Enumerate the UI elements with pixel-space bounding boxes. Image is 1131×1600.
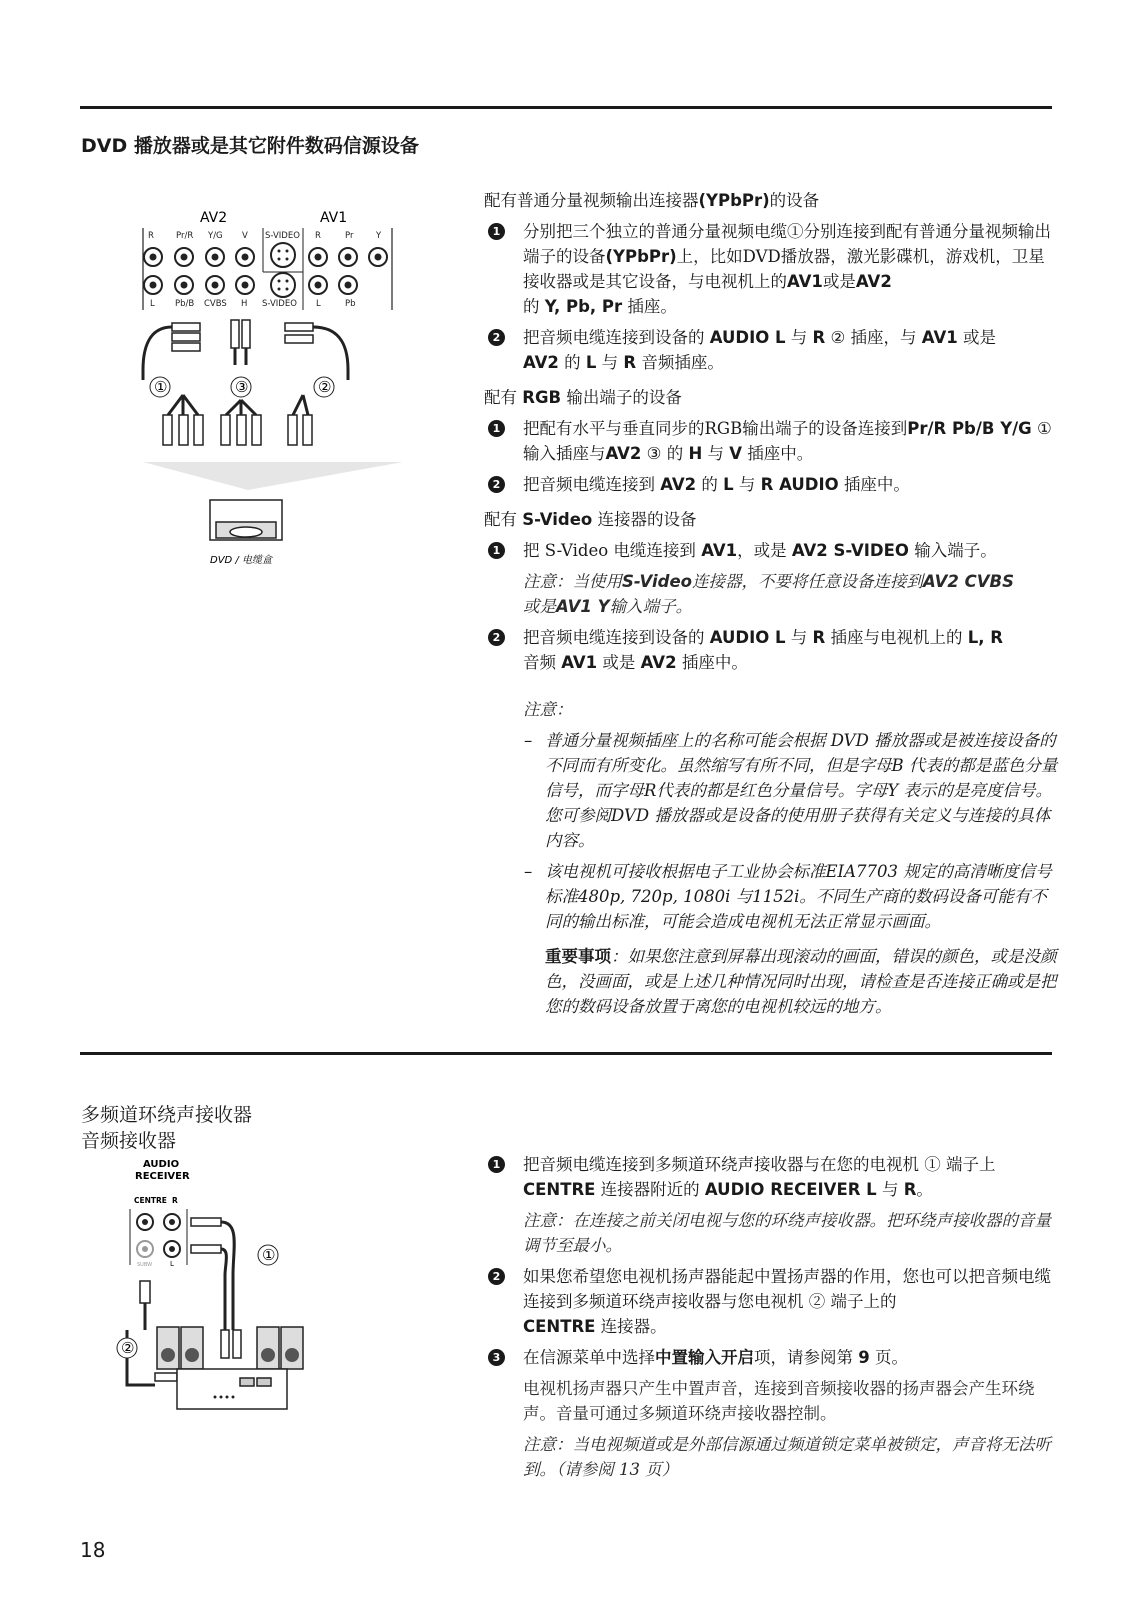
dvd-cable-box-label: DVD / 电缆盒 bbox=[210, 555, 272, 566]
subw-label: SUBW bbox=[137, 1262, 153, 1268]
svideo-step-1: 1 把 S-Video 电缆连接到 AV1，或是 AV2 S-VIDEO 输入端子。 bbox=[484, 538, 1058, 563]
receiver-instructions bbox=[484, 1152, 1058, 1488]
ypbpr-heading: 配有普通分量视频输出连接器(YPbPr)的设备 bbox=[484, 191, 820, 210]
step-number-badge: 2 bbox=[488, 1268, 505, 1285]
section-title-receiver: 多频道环绕声接收器 音频接收器 bbox=[81, 1104, 253, 1152]
audio-label: AUDIO bbox=[143, 1159, 180, 1170]
svideo-note: 注意：当使用S-Video连接器，不要将任意设备连接到AV2 CVBS 或是AV1 Y输入端子。 bbox=[523, 572, 1014, 616]
callout-1: ① bbox=[154, 378, 168, 396]
svideo-step-2: 2 把音频电缆连接到设备的 AUDIO L 与 R 插座与电视机上的 L, R 音频 AV1 或是 AV2 插座中。 bbox=[484, 625, 1058, 675]
receiver-step-1: 1 把音频电缆连接到多频道环绕声接收器与在您的电视机 ① 端子上 CENTRE 连接器附近的 AUDIO RECEIVER L 与 R。 bbox=[484, 1152, 1058, 1202]
section-title-dvd: DVD 播放器或是其它附件数码信源设备 bbox=[81, 135, 419, 157]
ypbpr-step-1: 1 分别把三个独立的普通分量视频电缆①分别连接到配有普通分量视频输出端子的设备(YPbPr)上，比如DVD播放器，激光影碟机，游戏机，卫星接收器或是其它设备，与电视机上的AV1或是AV2 的 Y, Pb, Pr 插座。 bbox=[484, 219, 1058, 319]
step-number-badge: 1 bbox=[488, 420, 505, 437]
section-rule bbox=[80, 1052, 1052, 1055]
rgb-heading: 配有 RGB 输出端子的设备 bbox=[484, 388, 682, 407]
jack-label-bottom: Pb/B bbox=[175, 299, 195, 309]
jack-label-bottom: CVBS bbox=[204, 299, 227, 309]
jack-label-top: Y bbox=[376, 231, 382, 241]
receiver-paragraph: 电视机扬声器只产生中置声音，连接到音频接收器的扬声器会产生环绕声。音量可通过多频道环绕声接收器控制。 bbox=[523, 1379, 1035, 1423]
step-number-badge: 1 bbox=[488, 223, 505, 240]
jack-label-top: Y/G bbox=[208, 231, 223, 241]
jack-label-top: Pr/R bbox=[176, 231, 194, 241]
step-number-badge: 1 bbox=[488, 542, 505, 559]
step-number-badge: 2 bbox=[488, 476, 505, 493]
step-number-badge: 2 bbox=[488, 329, 505, 346]
receiver-note-2: 注意：当电视频道或是外部信源通过频道锁定菜单被锁定，声音将无法听到。（请参阅 13 页） bbox=[523, 1435, 1051, 1479]
note-item: – 普通分量视频插座上的名称可能会根据 DVD 播放器或是被连接设备的不同而有所变化。虽然缩写有所不同，但是字母B 代表的都是蓝色分量信号，而字母R代表的都是红色分量信号。字母Y 表示的是亮度信号。您可参阅DVD 播放器或是设备的使用册子获得有关定义与连接的具体内容。 bbox=[524, 731, 1058, 850]
jack-label-top: S-VIDEO bbox=[265, 231, 300, 241]
jack-label-bottom: L bbox=[316, 299, 321, 309]
receiver-callout-1: ① bbox=[262, 1246, 276, 1264]
step-number-badge: 1 bbox=[488, 1156, 505, 1173]
important-note: 重要事项：如果您注意到屏幕出现滚动的画面，错误的颜色，或是没颜色，没画面，或是上述几种情况同时出现，请检查是否连接正确或是把您的数码设备放置于离您的电视机较远的地方。 bbox=[545, 947, 1057, 1016]
receiver-connection-diagram bbox=[115, 1155, 315, 1420]
notes-label: 注意： bbox=[523, 700, 573, 719]
step-number-badge: 2 bbox=[488, 629, 505, 646]
av2-label: AV2 bbox=[200, 210, 228, 226]
av1-label: AV1 bbox=[320, 210, 348, 226]
callout-3: ③ bbox=[235, 378, 249, 396]
dvd-instructions bbox=[484, 188, 1058, 1019]
jack-label-top: Pr bbox=[345, 231, 354, 241]
ypbpr-step-2: 2 把音频电缆连接到设备的 AUDIO L 与 R ② 插座，与 AV1 或是 AV2 的 L 与 R 音频插座。 bbox=[484, 325, 1058, 375]
svideo-heading: 配有 S-Video 连接器的设备 bbox=[484, 510, 697, 529]
jack-label-bottom: Pb bbox=[345, 299, 356, 309]
receiver-callout-2: ② bbox=[121, 1339, 135, 1357]
jack-label-bottom: L bbox=[150, 299, 155, 309]
rgb-step-2: 2 把音频电缆连接到 AV2 的 L 与 R AUDIO 插座中。 bbox=[484, 472, 1058, 497]
receiver-note-1: 注意：在连接之前关闭电视与您的环绕声接收器。把环绕声接收器的音量调节至最小。 bbox=[523, 1211, 1051, 1255]
l-label: L bbox=[170, 1260, 174, 1268]
page-number: 18 bbox=[80, 1538, 106, 1562]
step-number-badge: 3 bbox=[488, 1349, 505, 1366]
jack-label-top: R bbox=[148, 231, 154, 241]
top-rule bbox=[80, 106, 1052, 109]
dvd-connection-diagram bbox=[138, 200, 408, 580]
receiver-step-2: 2 如果您希望您电视机扬声器能起中置扬声器的作用，您也可以把音频电缆连接到多频道环绕声接收器与您电视机 ② 端子上的 CENTRE 连接器。 bbox=[484, 1264, 1058, 1339]
jack-label-bottom: H bbox=[241, 299, 248, 309]
note-item: – 该电视机可接收根据电子工业协会标准EIA7703 规定的高清晰度信号标准480p, 720p, 1080i 与1152i。不同生产商的数码设备可能有不同的输出标准，可能会造成电视机无法正常显示画面。 bbox=[524, 862, 1052, 931]
jack-label-top: V bbox=[242, 231, 248, 241]
rgb-step-1: 1 把配有水平与垂直同步的RGB输出端子的设备连接到Pr/R Pb/B Y/G ① 输入插座与AV2 ③ 的 H 与 V 插座中。 bbox=[484, 416, 1058, 466]
receiver-step-3: 3 在信源菜单中选择中置输入开启项，请参阅第 9 页。 bbox=[484, 1345, 1058, 1370]
centre-label: CENTRE bbox=[134, 1196, 167, 1205]
jack-label-bottom: S-VIDEO bbox=[262, 299, 297, 309]
callout-2: ② bbox=[318, 378, 332, 396]
jack-label-top: R bbox=[315, 231, 321, 241]
r-label: R bbox=[172, 1196, 178, 1205]
receiver-label: RECEIVER bbox=[135, 1171, 190, 1182]
